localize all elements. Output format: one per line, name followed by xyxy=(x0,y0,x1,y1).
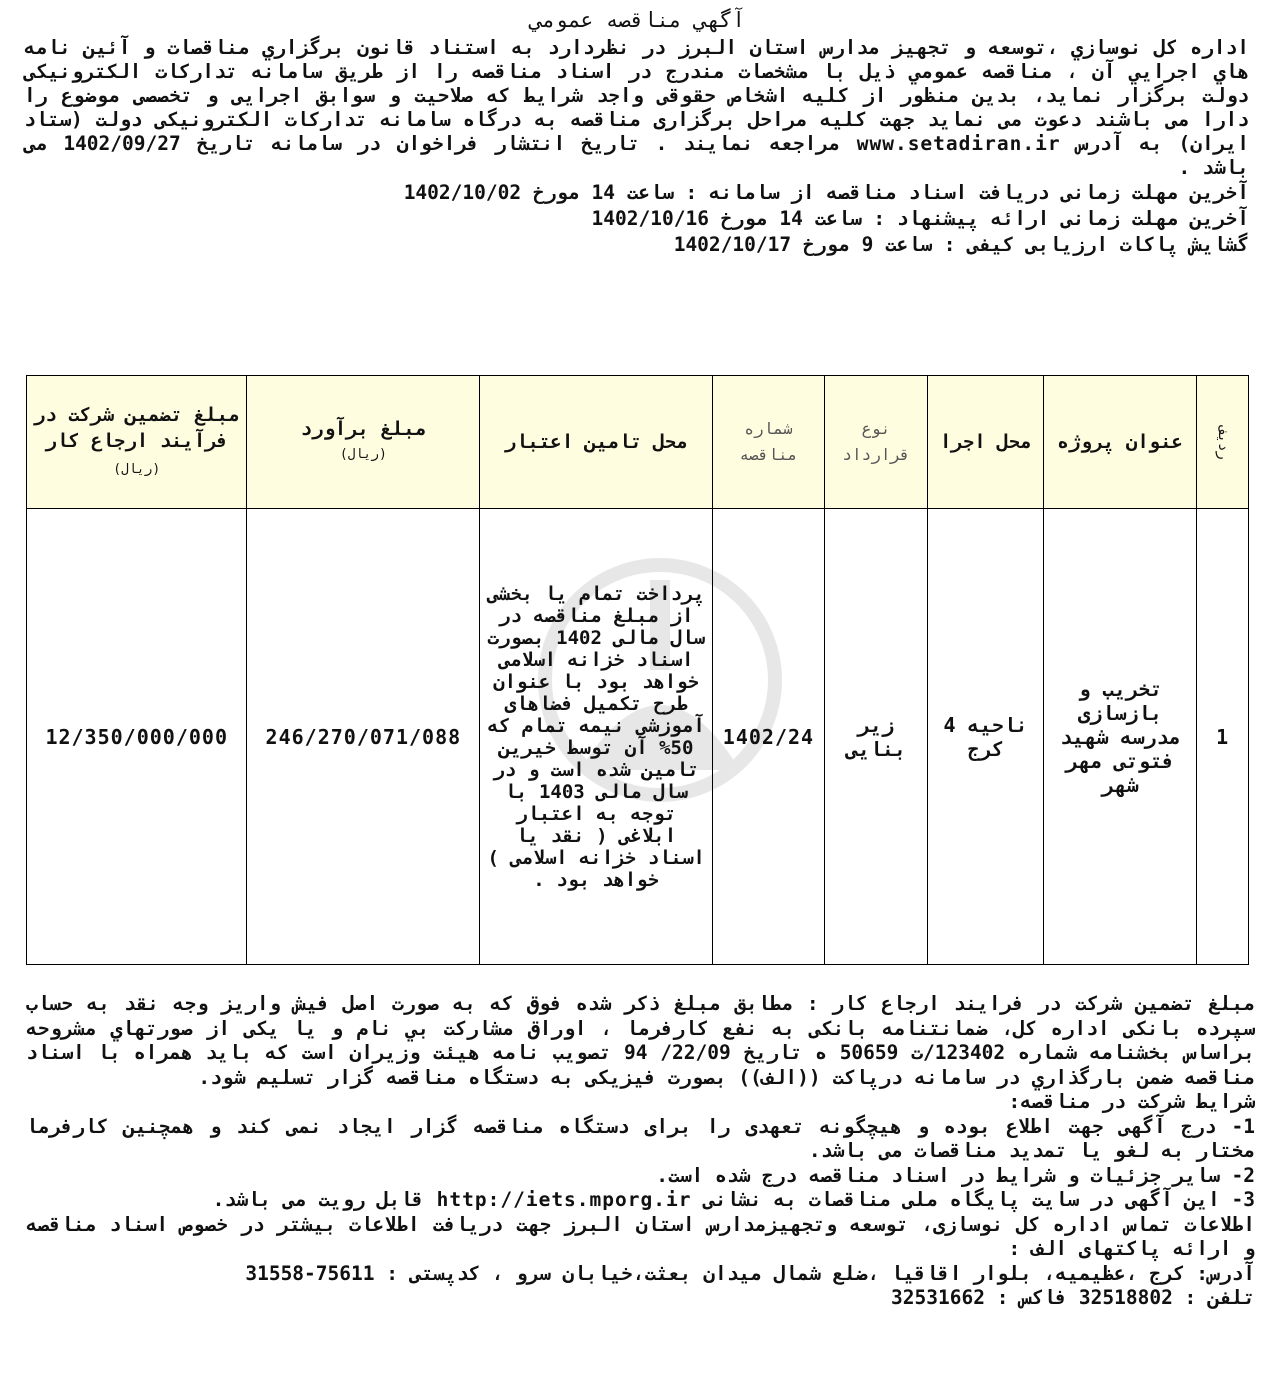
table-header-row xyxy=(27,376,1249,509)
intro-text: اداره کل نوسازي ،توسعه و تجهيز مدارس استان البرز در نظردارد به استناد قانون برگزاري مناقصات و آئين نامه هاي اجرايي آن ، مناقصه عمومي ذيل با مشخصات مندرج در اسناد مناقصه را از طريق سامانه تدارکات الکترونيکی دولت برگزار نمايد، بدين منظور از کليه اشخاص حقوقی واجد شرايط که صلاحيت و سوابق اجرايی و تخصصی موضوع را دارا می باشند دعوت می نمايد جهت کليه مراحل برگزاری مناقصه به درگاه سامانه تدارکات الکترونيکی دولت (ستاد ايران) به آدرس www.setadiran.ir مراجعه نمايند . تاريخ انتشار فراخوان در سامانه تاريخ 1402/09/27 می باشد . xyxy=(24,36,1249,179)
phone-fax: تلفن : 32518802 فاکس : 32531662 xyxy=(891,1286,1255,1309)
deadline-envelope-opening: گشايش پاکات ارزيابی کيفی : ساعت 9 مورخ 1402/10/17 xyxy=(673,233,1249,256)
footer-section xyxy=(26,992,1255,1311)
address: آدرس: کرج ،عظيميه، بلوار اقاقيا ،ضلع شمال ميدان بعثت،خيابان سرو ، کدپستی : 75611-31558 xyxy=(245,1261,1255,1285)
header-guarantee-label: مبلغ تضمين شرکت در فرآيند ارجاع کار xyxy=(33,403,240,452)
table-row xyxy=(27,509,1249,965)
header-funding-source: محل تامين اعتبار xyxy=(480,376,713,509)
header-project-title: عنوان پروژه xyxy=(1044,376,1197,509)
deadline-bid-submission: آخرين مهلت زمانی ارائه پيشنهاد : ساعت 14 مورخ 1402/10/16 xyxy=(591,207,1249,230)
cell-tender-number: 1402/24 xyxy=(713,509,825,965)
cell-estimate: 246/270/071/088 xyxy=(247,509,480,965)
condition-3: 3- اين آگهی در سايت پايگاه ملی مناقصات به نشانی http://iets.mporg.ir قابل رويت می باشد. xyxy=(212,1188,1255,1211)
header-guarantee-unit: (ريال) xyxy=(113,461,161,477)
header-estimate-label: مبلغ برآورد xyxy=(300,418,427,440)
header-guarantee xyxy=(27,376,247,509)
cell-contract-type: زير بنايی xyxy=(824,509,927,965)
contact-info: اطلاعات تماس اداره کل نوسازی، توسعه وتجهيزمدارس استان البرز جهت دريافت اطلاعات بيشتر در خصوص اسناد مناقصه و ارائه پاکتهای الف : xyxy=(26,1212,1255,1260)
notice-title: آگهي مناقصه عمومي xyxy=(530,8,745,32)
cell-guarantee: 12/350/000/000 xyxy=(27,509,247,965)
condition-2: 2- ساير جزئيات و شرايط در اسناد مناقصه درج شده است. xyxy=(656,1163,1255,1187)
header-tender-number: شماره مناقصه xyxy=(713,376,825,509)
condition-1: 1- درج آگهی جهت اطلاع بوده و هيچگونه تعهدی را برای دستگاه مناقصه گزار ايجاد نمی کند و همچنين کارفرما مختار به لغو يا تمديد مناقصات می باشد. xyxy=(26,1114,1255,1162)
deadline-document-receipt: آخرين مهلت زمانی دريافت اسناد مناقصه از سامانه : ساعت 14 مورخ 1402/10/02 xyxy=(403,181,1249,204)
header-row-number: رديف xyxy=(1197,376,1249,509)
header-estimate xyxy=(247,376,480,509)
cell-location: ناحيه 4 کرج xyxy=(928,509,1044,965)
guarantee-note: مبلغ تضمين شرکت در فرايند ارجاع کار : مطابق مبلغ ذکر شده فوق که به صورت اصل فيش واريز وجه نقد به حساب سپرده بانکی اداره کل، ضمانتنامه بانکی به نفع کارفرما ، اوراق مشارکت بي نام و يا يکی از صورتهاي مشروحه براساس بخشنامه شماره 123402/ت 50659 ه تاريخ 22/09/ 94 تصويب نامه هيئت وزيران است که بايد همراه با اسناد مناقصه ضمن بارگذاري در سامانه درپاکت ((الف)) بصورت فيزيکی به دستگاه مناقصه گزار تسليم شود. xyxy=(26,992,1255,1089)
tender-table xyxy=(26,375,1249,965)
header-estimate-unit: (ريال) xyxy=(339,447,387,462)
intro-paragraph xyxy=(20,36,1255,180)
conditions-title: شرايط شرکت در مناقصه: xyxy=(1008,1090,1255,1113)
tender-notice-page xyxy=(20,0,1255,1388)
header-contract-type: نوع قرارداد xyxy=(824,376,927,509)
header-location: محل اجرا xyxy=(928,376,1044,509)
cell-row-number: 1 xyxy=(1197,509,1249,965)
cell-project-title: تخريب و بازسازی مدرسه شهيد فتوتی مهر شهر xyxy=(1044,509,1197,965)
cell-funding-source: پرداخت تمام يا بخشی از مبلغ مناقصه در سال مالی 1402 بصورت اسناد خزانه اسلامی خواهد بود با عنوان طرح تکميل فضاهای آموزشی نيمه تمام که 50% آن توسط خيرين تامين شده است و در سال مالی 1403 با توجه به اعتبار ابلاغی ( نقد يا اسناد خزانه اسلامی ) خواهد بود . xyxy=(480,509,713,965)
